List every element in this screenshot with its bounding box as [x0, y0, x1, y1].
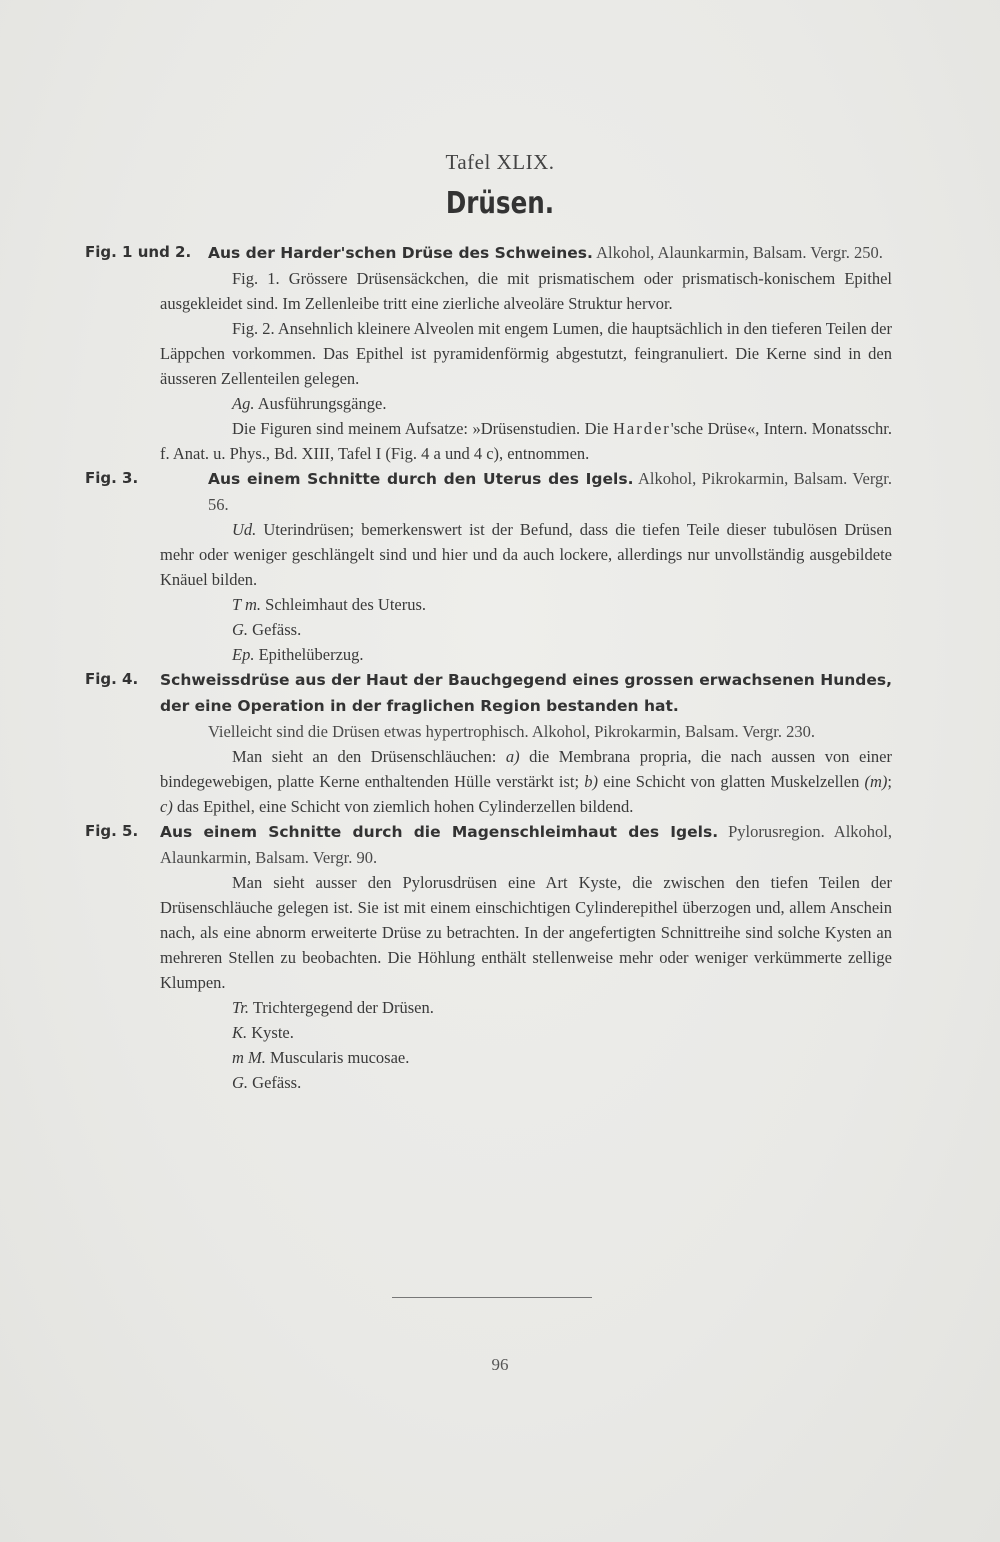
source-text-b: 'sche Drüse«, Intern. Monatsschr. f. Anat. u. Phys., Bd. XIII, Tafel I (Fig. 4 a und 4 c), entnommen. — [160, 419, 893, 463]
abbr-key: Tr. — [232, 998, 249, 1017]
fig-3-key: Ud. — [232, 520, 257, 539]
fig-3-heading — [160, 466, 892, 517]
fig-5-abbreviation — [160, 1070, 892, 1095]
abbr-key: Ep. — [232, 645, 255, 664]
fig-4-heading — [160, 667, 892, 719]
text: ; — [887, 772, 893, 791]
page-heading: Drüsen. — [445, 186, 555, 221]
fig-3-abbreviation — [160, 617, 892, 642]
plate-title: Tafel XLIX. — [445, 150, 555, 174]
source-author: Harder — [612, 419, 671, 438]
text: Man sieht an den Drüsenschläuchen: — [232, 747, 497, 766]
abbr-text: Muscularis mucosae. — [270, 1048, 410, 1067]
abbr-text: Kyste. — [251, 1023, 294, 1042]
fig-1-2-section — [85, 240, 893, 466]
fig-1-paragraph: Fig. 1. Grössere Drüsensäckchen, die mit prismatischem oder prismatisch-konischem Epithel ausgekleidet sind. Im Zellenleibe tritt eine zierliche alveoläre Struktur hervor. — [160, 269, 892, 313]
fig-5-label: Fig. 5. — [85, 822, 139, 840]
fig-2-paragraph: Fig. 2. Ansehnlich kleinere Alveolen mit engem Lumen, die hauptsächlich in den tieferen Teilen der Läppchen vorkommen. Das Epithel ist pyramidenförmig abgestutzt, feingranuliert. Die Kerne sind in den äusseren Zellenteilen gelegen. — [160, 319, 892, 388]
text: die Membrana propria, die nach aussen von einer bindegewebigen, platte Kerne enthaltenden Hülle verstärkt ist; — [160, 747, 893, 791]
fig-5-meta: Pylorusregion. Alkohol, Alaunkarmin, Balsam. Vergr. 90. — [160, 822, 893, 867]
fig-3-label: Fig. 3. — [85, 469, 139, 487]
text: das Epithel, eine Schicht von ziemlich hohen Cylinderzellen bildend. — [176, 797, 634, 816]
source-text-a: Die Figuren sind meinem Aufsatze: »Drüsenstudien. Die — [232, 419, 609, 438]
fig-1-2-title: Aus der Harder'schen Drüse des Schweines. — [208, 244, 593, 262]
fig-5-paragraph: Man sieht ausser den Pylorusdrüsen eine Art Kyste, die zwischen den tiefen Teilen der Drüsenschläuche gelegen ist. Sie ist mit einem einschichtigen Cylinderepithel überzogen und, allem Anschein nach, als eine abnorm erweiterte Drüse zu betrachten. In der angefertigten Schnittreihe sind solche Kysten an mehreren Stellen zu beobachten. Die Höhlung enthält stellenweise mehr oder weniger verkümmerte zellige Klumpen. — [160, 873, 892, 992]
fig-5-abbreviation — [160, 1020, 892, 1045]
fig-1-2-heading — [160, 240, 892, 266]
fig-3-meta: Alkohol, Pikrokarmin, Balsam. Vergr. 56. — [208, 469, 892, 514]
fig-5-abbreviation — [160, 995, 892, 1020]
page-number: 96 — [491, 1355, 509, 1374]
fig-4-section — [85, 667, 893, 819]
fig-1-2-meta: Alkohol, Alaunkarmin, Balsam. Vergr. 250. — [596, 243, 883, 262]
abbr-text: Gefäss. — [252, 1073, 302, 1092]
fig-5-title: Aus einem Schnitte durch die Magenschleimhaut des Igels. — [160, 823, 719, 841]
abbr-text: Epithelüberzug. — [258, 645, 364, 664]
key: (m) — [864, 772, 888, 791]
fig-3-abbreviation — [160, 592, 892, 617]
key: a) — [505, 747, 520, 766]
fig-3-section — [85, 466, 892, 667]
fig-1-2-label: Fig. 1 und 2. — [85, 243, 192, 261]
fig-4-paragraph — [160, 744, 892, 819]
fig-5-abbreviation — [160, 1045, 892, 1070]
abbr-key: Ag. — [232, 394, 255, 413]
figure-descriptions — [85, 240, 893, 1095]
abbr-text: Gefäss. — [252, 620, 302, 639]
fig-4-meta: Vielleicht sind die Drüsen etwas hypertrophisch. Alkohol, Pikrokarmin, Balsam. Vergr. 230. — [208, 722, 815, 741]
key: b) — [584, 772, 598, 791]
fig-4-meta-line — [160, 719, 892, 744]
key: c) — [160, 797, 173, 816]
fig-4-title: Schweissdrüse aus der Haut der Bauchgegend eines grossen erwachsenen Hundes, der eine Operation in der fraglichen Region bestanden hat. — [160, 671, 892, 715]
abbr-text: Schleimhaut des Uterus. — [265, 595, 427, 614]
fig-5-heading — [160, 819, 892, 870]
abbr-key: m M. — [232, 1048, 266, 1067]
abbr-text: Trichtergegend der Drüsen. — [252, 998, 434, 1017]
fig-3-paragraph — [160, 517, 892, 592]
fig-3-text: Uterindrüsen; bemerkenswert ist der Befund, dass die tiefen Teile dieser tubulösen Drüsen mehr oder weniger geschlängelt sind und hier und da auch lockere, allerdings nur unvollständig ausgebildete Knäuel bilden. — [160, 520, 892, 589]
fig-1-2-abbreviation — [160, 391, 892, 416]
abbr-key: K. — [232, 1023, 248, 1042]
fig-4-label: Fig. 4. — [85, 670, 139, 688]
abbr-key: G. — [232, 620, 249, 639]
text: eine Schicht von glatten Muskelzellen — [603, 772, 860, 791]
fig-3-title: Aus einem Schnitte durch den Uterus des Igels. — [208, 470, 634, 488]
fig-5-section — [85, 819, 893, 1095]
fig-3-abbreviation — [160, 642, 892, 667]
divider-rule — [392, 1297, 592, 1298]
fig-1-2-source-paragraph — [160, 416, 892, 466]
abbr-text: Ausführungsgänge. — [257, 394, 387, 413]
abbr-key: T m. — [232, 595, 262, 614]
abbr-key: G. — [232, 1073, 249, 1092]
